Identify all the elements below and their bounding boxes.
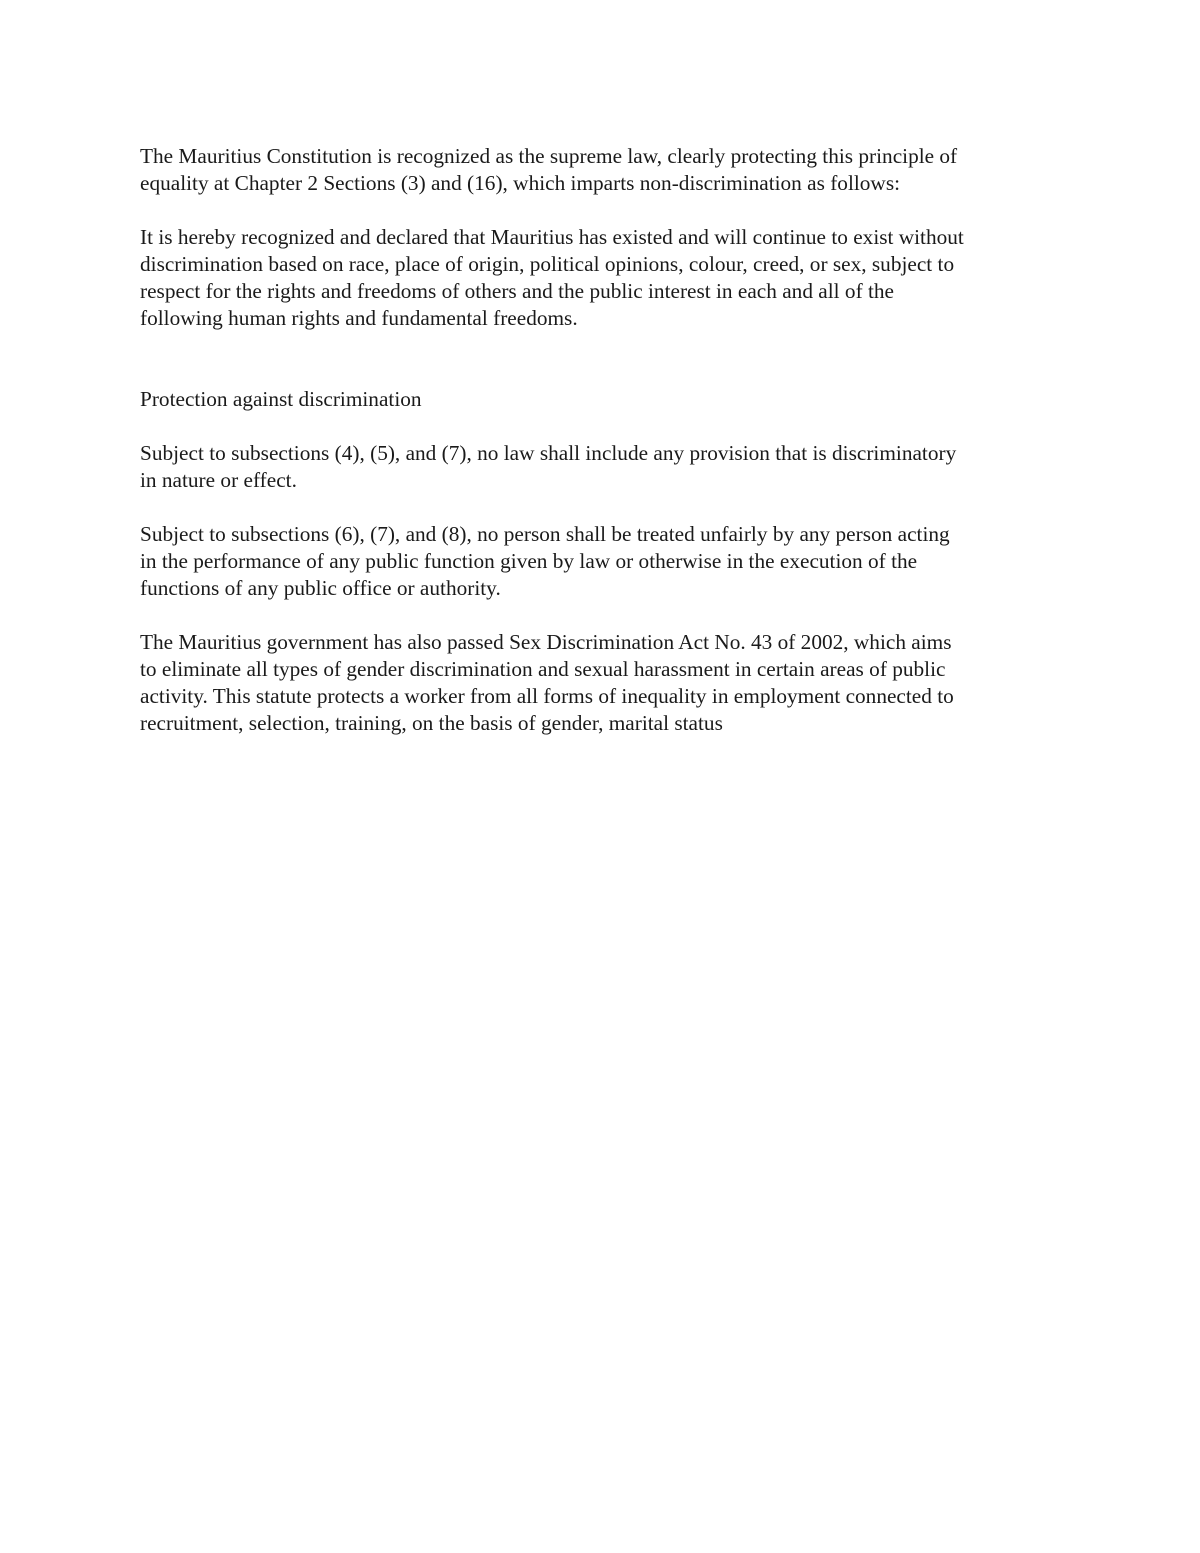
text-line: Subject to subsections (6), (7), and (8), no person shall be treated unfairly by any person acting <box>140 522 950 546</box>
text-line: discrimination based on race, place of origin, political opinions, colour, creed, or sex, subject to <box>140 252 955 276</box>
text-line: Subject to subsections (4), (5), and (7), no law shall include any provision that is discriminatory <box>140 441 957 465</box>
text-line: activity. This statute protects a worker from all forms of inequality in employment connected to <box>140 684 954 708</box>
text-line: functions of any public office or authority. <box>140 576 501 600</box>
text-line: The Mauritius Constitution is recognized as the supreme law, clearly protecting this principle of <box>140 144 958 168</box>
text-line: recruitment, selection, training, on the basis of gender, marital status <box>140 711 723 735</box>
paragraph-declaration <box>140 224 1065 332</box>
text-line: in nature or effect. <box>140 468 297 492</box>
text-line: following human rights and fundamental freedoms. <box>140 306 578 330</box>
paragraph-no-discriminatory-law <box>140 440 1065 494</box>
text-line: It is hereby recognized and declared that Mauritius has existed and will continue to exist without <box>140 225 964 249</box>
document-body <box>140 143 1065 764</box>
text-line: Protection against discrimination <box>140 387 422 411</box>
paragraph-sex-discrimination-act <box>140 629 1065 737</box>
text-line: respect for the rights and freedoms of others and the public interest in each and all of the <box>140 279 895 303</box>
text-line: in the performance of any public function given by law or otherwise in the execution of the <box>140 549 918 573</box>
section-heading <box>140 386 1065 413</box>
text-line: equality at Chapter 2 Sections (3) and (16), which imparts non-discrimination as follows: <box>140 171 901 195</box>
text-line: The Mauritius government has also passed Sex Discrimination Act No. 43 of 2002, which aims <box>140 630 952 654</box>
paragraph-constitution-intro <box>140 143 1065 197</box>
text-line: to eliminate all types of gender discrimination and sexual harassment in certain areas of public <box>140 657 946 681</box>
paragraph-unfair-treatment <box>140 521 1065 602</box>
